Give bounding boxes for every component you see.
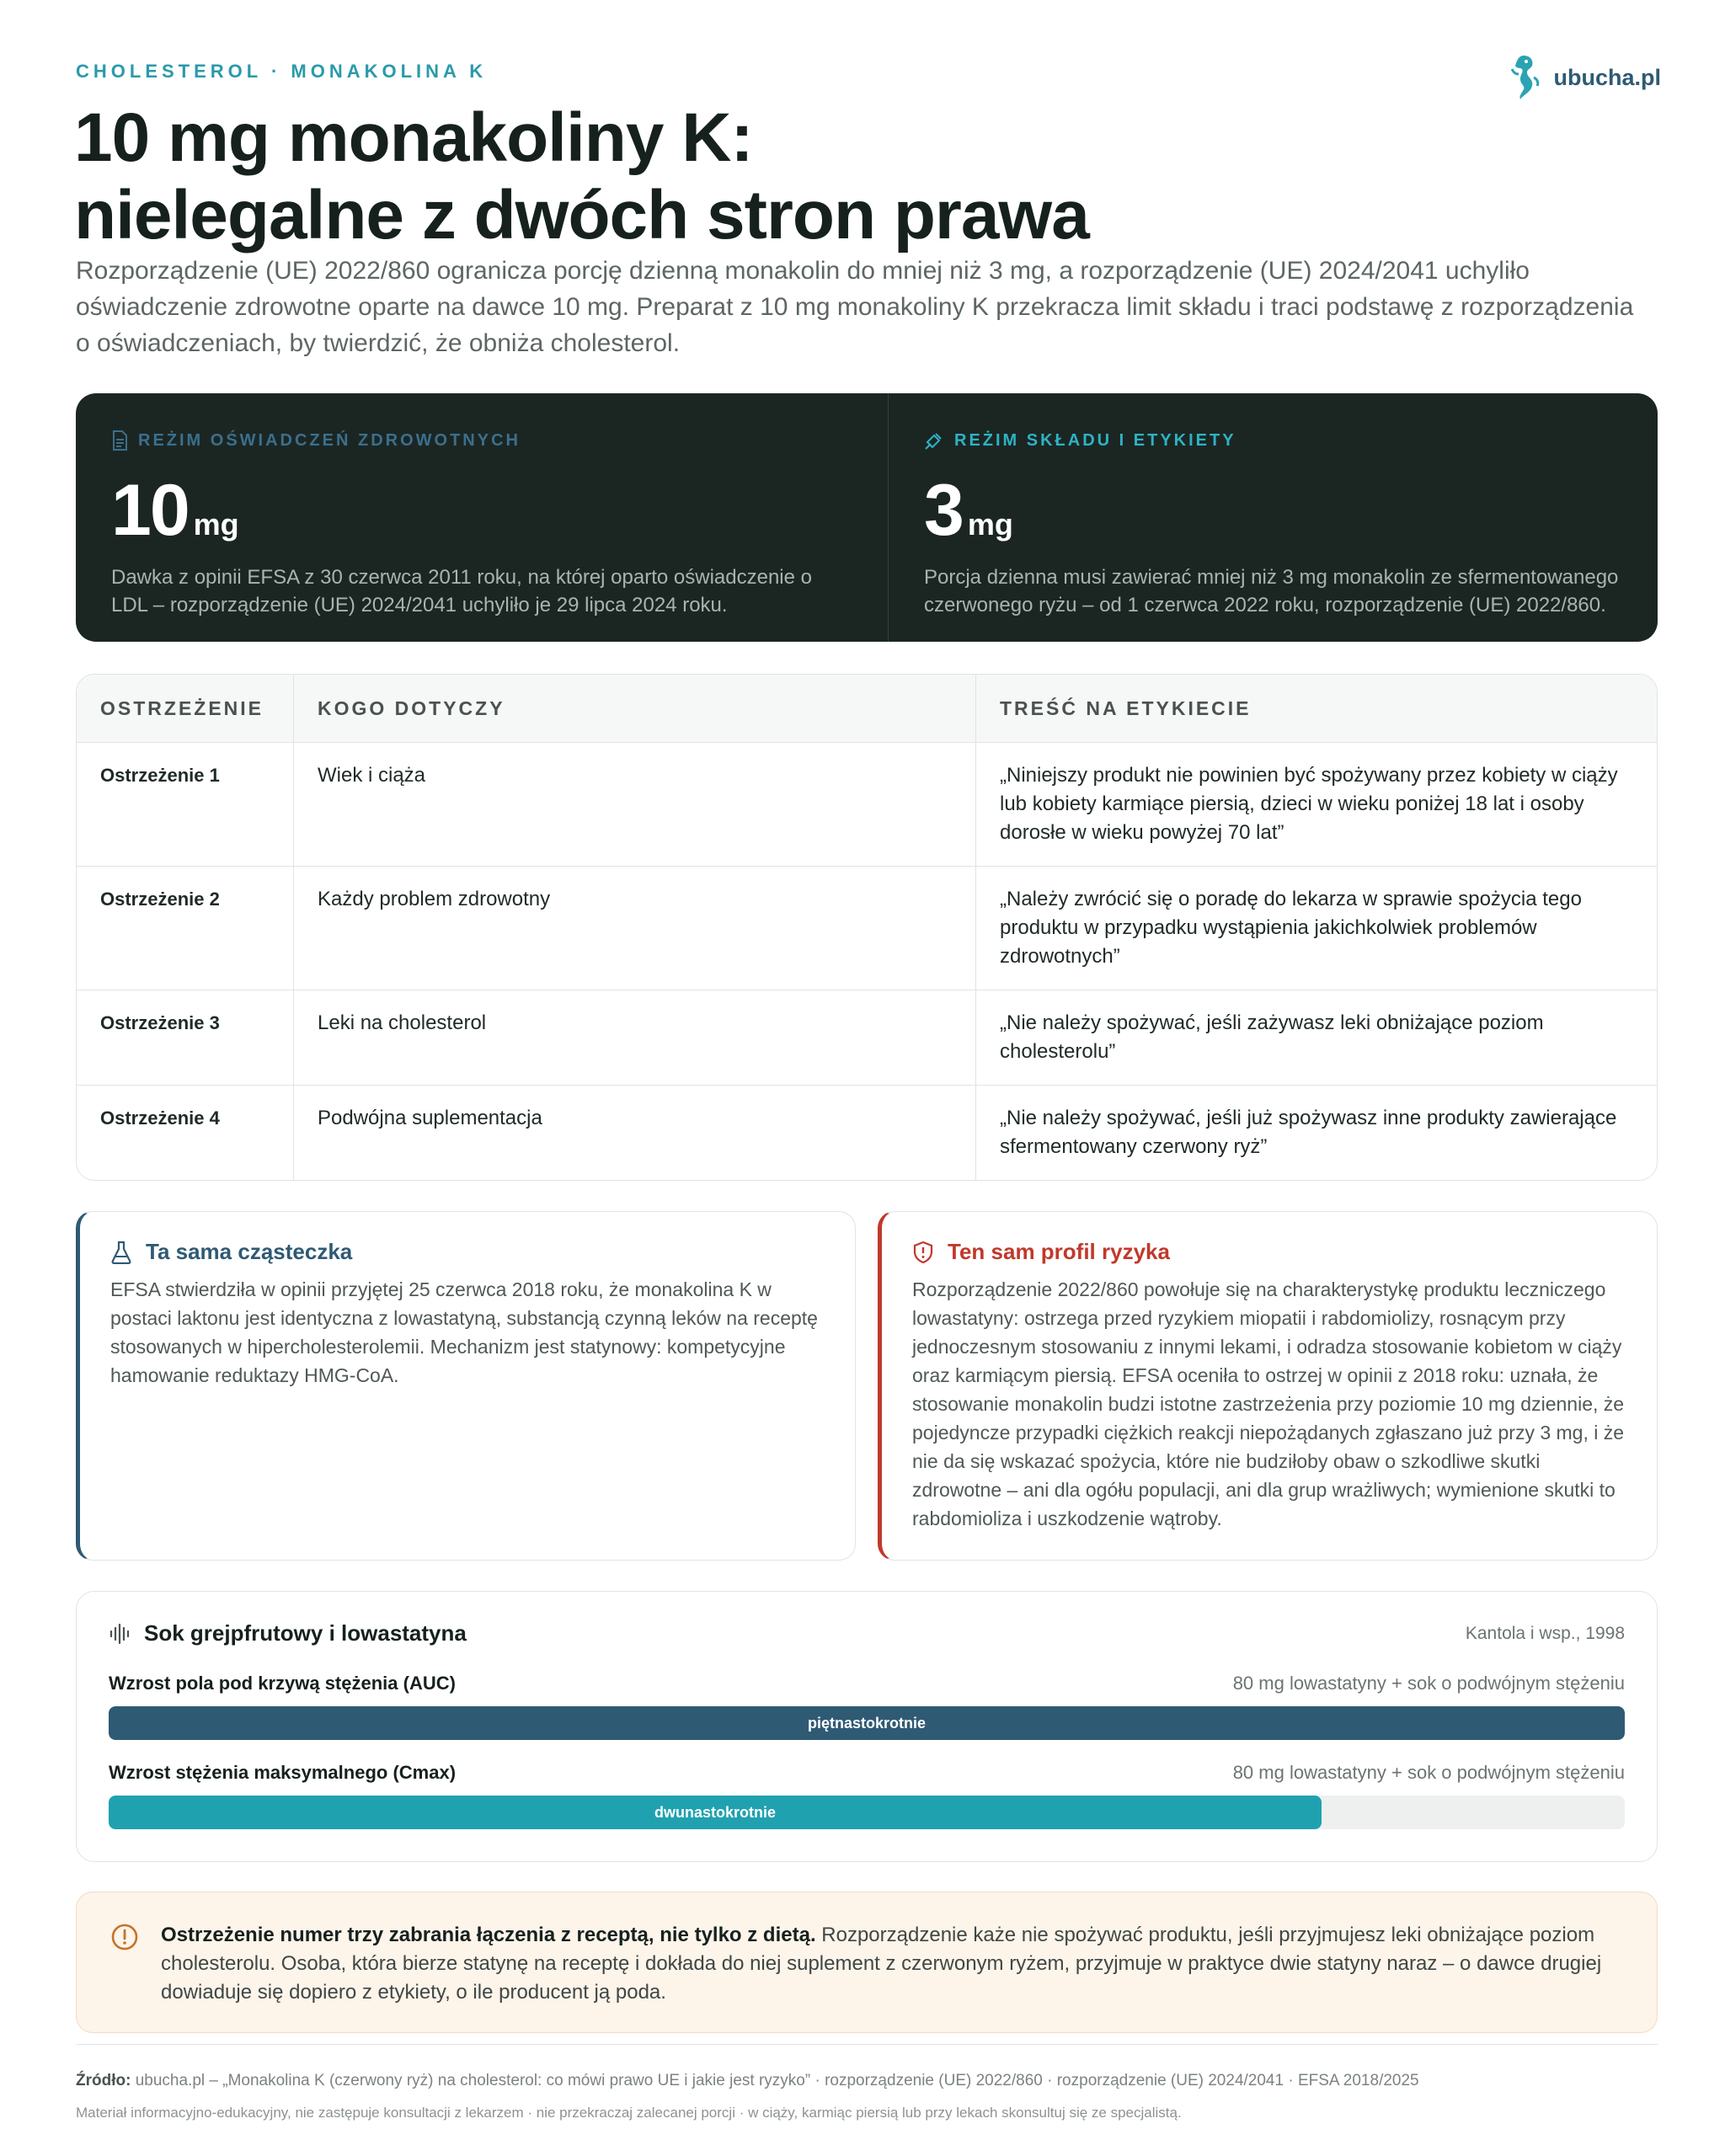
- brand-name: ubucha.pl: [1553, 64, 1661, 90]
- warning-text: „Nie należy spożywać, jeśli już spożywasz inne produkty zawierające sfermentowany czerwony ryż”: [1000, 1107, 1617, 1158]
- cmax-bar: dwunastokrotnie: [109, 1796, 1322, 1829]
- eyebrow-category: CHOLESTEROL · MONAKOLINA K: [76, 61, 488, 82]
- warning-text: „Należy zwrócić się o poradę do lekarza w sprawie spożycia tego produktu w przypadku wystąpienia jakichkolwiek problemów zdrowotnych”: [1000, 888, 1582, 968]
- same-risk-card: [878, 1211, 1658, 1561]
- metric-label: Wzrost pola pod krzywą stężenia (AUC): [109, 1673, 456, 1694]
- brand-logo[interactable]: [1505, 52, 1662, 103]
- alert-circle-icon: [110, 1923, 139, 1951]
- progress-track: [109, 1796, 1625, 1829]
- table-row: [77, 743, 1657, 867]
- shield-alert-icon: [912, 1241, 934, 1264]
- flask-icon: [110, 1241, 132, 1264]
- lead-paragraph: Rozporządzenie (UE) 2022/860 ogranicza porcję dzienną monakolin do mniej niż 3 mg, a rozporządzenie (UE) 2024/2041 uchyliło oświadczenie zdrowotne oparte na dawce 10 mg. Preparat z 10 mg monakoliny K przekracza limit składu i traci podstawę z rozporządzenia o oświadczeniach, by twierdzić, że obniża cholesterol.: [76, 257, 1634, 357]
- grapefruit-study-panel: [76, 1591, 1658, 1862]
- prescription-alert: [76, 1892, 1658, 2033]
- audio-wave-icon: [109, 1623, 131, 1645]
- health-claims-label: REŻIM OŚWIADCZEŃ ZDROWOTNYCH: [111, 430, 852, 451]
- warning-name: Ostrzeżenie 3: [77, 990, 294, 1085]
- alert-bold: Ostrzeżenie numer trzy zabrania łączenia z receptą, nie tylko z dietą.: [161, 1924, 816, 1946]
- seahorse-logo-icon: [1505, 52, 1542, 103]
- document-icon: [111, 430, 128, 451]
- card-heading: Ta sama cząsteczka: [110, 1239, 826, 1265]
- metric-note: 80 mg lowastatyny + sok o podwójnym stężeniu: [1232, 1673, 1625, 1694]
- dose-number: 3: [924, 470, 963, 551]
- composition-dose: [924, 470, 1665, 551]
- warning-who: Leki na cholesterol: [294, 990, 976, 1085]
- header-label-text: TREŚĆ NA ETYKIECIE: [1000, 696, 1252, 719]
- composition-label: REŻIM SKŁADU I ETYKIETY: [924, 430, 1665, 451]
- metric-note: 80 mg lowastatyny + sok o podwójnym stężeniu: [1232, 1762, 1625, 1783]
- table-row: [77, 990, 1657, 1086]
- title-line-1: 10 mg monakoliny K:: [74, 99, 753, 176]
- same-molecule-card: [76, 1211, 856, 1561]
- warning-name: Ostrzeżenie 1: [77, 743, 294, 866]
- source-line: [76, 2072, 1419, 2090]
- cmax-metric: [109, 1762, 1625, 1829]
- warning-name: Ostrzeżenie 2: [77, 867, 294, 990]
- auc-bar: piętnastokrotnie: [109, 1706, 1625, 1740]
- warning-name: Ostrzeżenie 4: [77, 1086, 294, 1180]
- dose-unit: mg: [193, 507, 239, 542]
- card-body: Rozporządzenie 2022/860 powołuje się na charakterystykę produktu leczniczego lowastatyny: ostrzega przed ryzykiem miopatii i rabdomiolizy, rosnącym przy jednoczesnym stosowaniu z innymi lekami, i odradza stosowanie kobietom w ciąży oraz karmiącym piersią. EFSA oceniła to ostrzej w opinii z 2018 roku: uznała, że stosowanie monakolin budzi istotne zastrzeżenia przy poziomie 10 mg dziennie, że pojedyncze przypadki ciężkich reakcji niepożądanych zgłaszano już przy 3 mg, i że nie da się wskazać spożycia, które nie budziłoby obaw o szkodliwe skutki zdrowotne – ani dla ogółu populacji, ani dla grup wrażliwych; wymienione skutki to rabdomioliza i uszkodzenie wątroby.: [912, 1278, 1625, 1529]
- study-source: Kantola i wsp., 1998: [1465, 1623, 1625, 1643]
- health-claims-description: Dawka z opinii EFSA z 30 czerwca 2011 roku, na której oparto oświadczenie o LDL – rozporządzenie (UE) 2024/2041 uchyliło je 29 lipca 2024 roku.: [111, 566, 812, 616]
- regimes-panel: [76, 393, 1658, 642]
- page-title: [74, 99, 1338, 254]
- header-who: KOGO DOTYCZY: [294, 675, 976, 742]
- table-row: [77, 867, 1657, 990]
- composition-regime: [888, 393, 1701, 642]
- warning-text: „Niniejszy produkt nie powinien być spożywany przez kobiety w ciąży lub kobiety karmiące piersią, dzieci w wieku poniżej 18 lat i osoby dorosłe w wieku powyżej 70 lat”: [1000, 764, 1618, 844]
- dose-number: 10: [111, 470, 189, 551]
- warning-who: Podwójna suplementacja: [294, 1086, 976, 1180]
- progress-track: [109, 1706, 1625, 1740]
- warning-who: Wiek i ciąża: [294, 743, 976, 866]
- alert-text: [161, 1921, 1623, 2032]
- study-header: [109, 1620, 1625, 1646]
- card-heading: Ten sam profil ryzyka: [912, 1239, 1628, 1265]
- footer-divider: [76, 2044, 1658, 2045]
- alert-body: Rozporządzenie każe nie spożywać produktu, jeśli przyjmujesz leki obniżające poziom cholesterolu. Osoba, która bierze statynę na receptę i dokłada do niej suplement z czerwonym ryżem, przyjmuje w praktyce dwie statyny naraz – o dawce drugiej dowiaduje się dopiero z etykiety, o ile producent ją poda.: [161, 1924, 1602, 2004]
- metric-label: Wzrost stężenia maksymalnego (Cmax): [109, 1762, 457, 1783]
- study-title: Sok grejpfrutowy i lowastatyna: [109, 1620, 467, 1646]
- warning-who: Każdy problem zdrowotny: [294, 867, 976, 990]
- gavel-icon: [924, 430, 944, 451]
- card-body: EFSA stwierdziła w opinii przyjętej 25 czerwca 2018 roku, że monakolina K w postaci laktonu jest identyczna z lowastatyną, substancją czynną leków na receptę stosowanych w hipercholesterolemii. Mechanizm jest statynowy: kompetycyjne hamowanie reduktazy HMG-CoA.: [110, 1278, 818, 1386]
- health-claims-dose: [111, 470, 852, 551]
- table-row: [77, 1086, 1657, 1180]
- dose-unit: mg: [967, 507, 1013, 542]
- table-header: [77, 675, 1657, 743]
- source-text: ubucha.pl – „Monakolina K (czerwony ryż) na cholesterol: co mówi prawo UE i jakie jest ryzyko” · rozporządzenie (UE) 2022/860 · rozporządzenie (UE) 2024/2041 · EFSA 2018/2025: [131, 2072, 1419, 2089]
- disclaimer: Materiał informacyjno-edukacyjny, nie zastępuje konsultacji z lekarzem · nie przekraczaj zalecanej porcji · w ciąży, karmiąc piersią lub przy lekach skonsultuj się ze specjalistą.: [76, 2105, 1182, 2121]
- composition-description: Porcja dzienna musi zawierać mniej niż 3 mg monakolin ze sfermentowanego czerwonego ryżu – od 1 czerwca 2022 roku, rozporządzenie (UE) 2022/860.: [924, 566, 1619, 616]
- warning-text: „Nie należy spożywać, jeśli zażywasz leki obniżające poziom cholesterolu”: [1000, 1011, 1544, 1063]
- auc-metric: [109, 1673, 1625, 1740]
- health-claims-regime: [76, 393, 888, 642]
- title-line-2: nielegalne z dwóch stron prawa: [74, 177, 1089, 253]
- warnings-table: [76, 674, 1658, 1181]
- header-warning: OSTRZEŻENIE: [77, 675, 294, 742]
- source-label: Źródło:: [76, 2072, 131, 2089]
